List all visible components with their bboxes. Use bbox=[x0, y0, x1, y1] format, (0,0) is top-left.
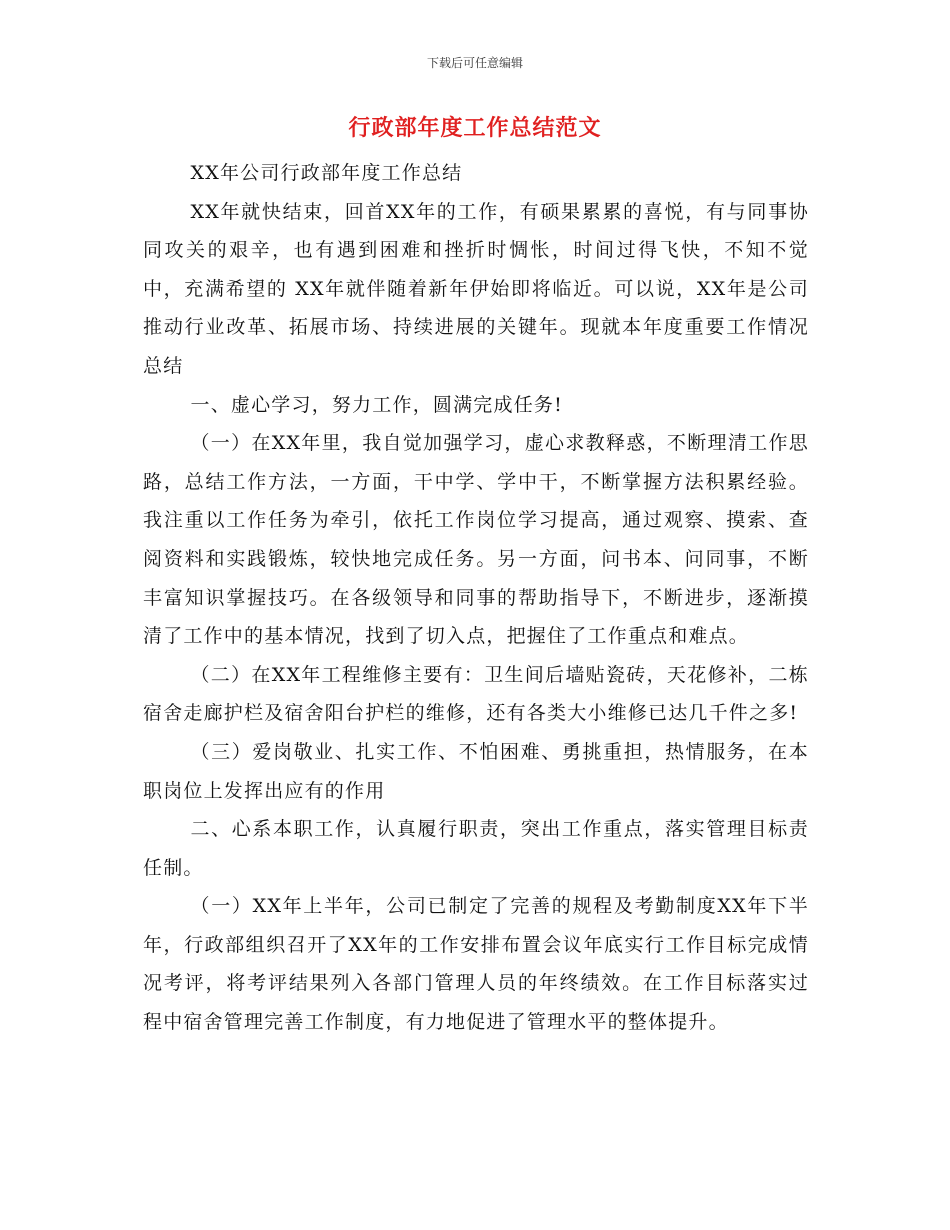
paragraph-subtitle: XX年公司行政部年度工作总结 bbox=[190, 162, 463, 184]
paragraph-intro: XX年就快结束，回首XX年的工作，有硕果累累的喜悦，有与同事协同攻关的艰辛，也有遇到困难和挫折时惆怅，时间过得飞快，不知不觉中，充满希望的 XX年就伴随着新年伊始即将临近。可以说，XX年是公司推动行业改革、拓展市场、持续进展的关键年。现就本年度重要工作情况总结 bbox=[143, 200, 809, 377]
section-heading-1: 一、虚心学习，努力工作，圆满完成任务! bbox=[190, 393, 563, 416]
paragraph-1-3: （三）爱岗敬业、扎实工作、不怕困难、勇挑重担，热情服务，在本职岗位上发挥出应有的作用 bbox=[143, 740, 809, 802]
section-heading-2: 二、心系本职工作，认真履行职责，突出工作重点，落实管理目标责任制。 bbox=[143, 818, 809, 879]
document-title: 行政部年度工作总结范文 bbox=[348, 115, 602, 141]
document-body bbox=[143, 154, 809, 1042]
paragraph-1-1: （一）在XX年里，我自觉加强学习，虚心求教释惑，不断理清工作思路，总结工作方法，一方面，干中学、学中干，不断掌握方法积累经验。我注重以工作任务为牵引，依托工作岗位学习提高，通过观察、摸索、查阅资料和实践锻炼，较快地完成任务。另一方面，问书本、问同事，不断丰富知识掌握技巧。在各级领导和同事的帮助指导下，不断进步，逐渐摸清了工作中的基本情况，找到了切入点，把握住了工作重点和难点。 bbox=[143, 432, 809, 648]
paragraph-1-2: （二）在XX年工程维修主要有：卫生间后墙贴瓷砖，天花修补，二栋宿舍走廊护栏及宿舍阳台护栏的维修，还有各类大小维修已达几千件之多! bbox=[143, 663, 809, 725]
paragraph-2-1: （一）XX年上半年，公司已制定了完善的规程及考勤制度XX年下半年，行政部组织召开了XX年的工作安排布置会议年底实行工作目标完成情况考评，将考评结果列入各部门管理人员的年终绩效。在工作目标落实过程中宿舍管理完善工作制度，有力地促进了管理水平的整体提升。 bbox=[143, 895, 809, 1034]
header-note: 下载后可任意编辑 bbox=[426, 56, 523, 70]
